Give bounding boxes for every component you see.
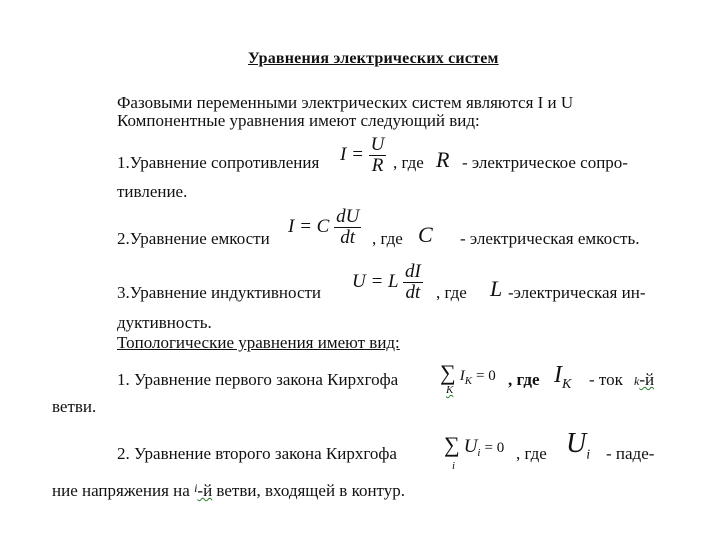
kirchhoff2-line-2-post: ветви, входящей в контур.	[212, 481, 406, 500]
kirchhoff1-line-2: ветви.	[52, 397, 97, 416]
kirchhoff1-symbol-sub: K	[562, 376, 572, 392]
kirchhoff1-sum-sign: ∑	[440, 360, 456, 385]
kirchhoff2-sum-index: i	[452, 460, 456, 472]
kirchhoff2-symbol	[566, 428, 590, 464]
capacitance-where: , где	[372, 229, 403, 248]
page-title: Уравнения электрических систем	[248, 50, 499, 67]
inductance-fraction	[403, 262, 423, 303]
inductance-formula-lhs: U = L	[352, 270, 399, 292]
resistance-denominator: R	[371, 155, 384, 176]
capacitance-numerator: dU	[336, 206, 360, 227]
capacitance-desc: - электрическая емкость.	[460, 229, 640, 248]
inductance-desc-2: дуктивность.	[117, 313, 212, 332]
resistance-label: 1.Уравнение сопротивления	[117, 153, 320, 172]
resistance-numerator: U	[370, 134, 385, 155]
capacitance-symbol: C	[418, 222, 433, 247]
kirchhoff1-var-sub: K	[464, 375, 473, 388]
kirchhoff2-where: , где	[516, 444, 547, 463]
resistance-desc-1: - электрическое сопро-	[462, 153, 628, 172]
resistance-formula-lhs: I =	[340, 143, 364, 165]
inductance-denominator: dt	[405, 282, 421, 303]
kirchhoff1-var: I	[459, 368, 465, 384]
kirchhoff2-i-suffix: -й	[197, 481, 213, 500]
kirchhoff1-label: 1. Уравнение первого закона Кирхгофа	[117, 370, 399, 389]
inductance-numerator: dI	[405, 261, 421, 282]
kirchhoff1-sum-index: K	[446, 384, 454, 396]
kirchhoff1-eq: = 0	[476, 368, 496, 384]
resistance-fraction	[369, 135, 387, 176]
kirchhoff2-symbol-sub: i	[586, 447, 591, 463]
capacitance-denominator: dt	[340, 227, 356, 248]
kirchhoff2-line-2	[52, 478, 405, 501]
kirchhoff2-var: U	[463, 436, 478, 457]
kirchhoff2-formula	[444, 434, 504, 459]
kirchhoff1-desc: - ток	[589, 370, 623, 389]
capacitance-fraction	[334, 207, 361, 248]
kirchhoff2-label: 2. Уравнение второго закона Кирхгофа	[117, 444, 397, 463]
intro-line-1: Фазовыми переменными электрических систем являются I и U	[117, 93, 574, 112]
inductance-desc-1: -электрическая ин-	[508, 283, 646, 302]
inductance-where: , где	[436, 283, 467, 302]
kirchhoff2-eq: = 0	[484, 440, 505, 456]
kirchhoff1-where: , где	[508, 370, 540, 389]
kirchhoff1-k-suffix: -й	[639, 370, 655, 389]
capacitance-formula-lhs: I = C	[288, 215, 330, 237]
kirchhoff2-desc: - паде-	[606, 444, 655, 463]
resistance-formula	[340, 135, 386, 176]
kirchhoff1-symbol-letter: I	[554, 362, 562, 388]
capacitance-formula	[288, 207, 361, 248]
kirchhoff2-symbol-letter: U	[566, 428, 587, 459]
intro-line-2: Компонентные уравнения имеют следующий вид:	[117, 111, 480, 130]
inductance-formula	[352, 262, 423, 303]
inductance-label: 3.Уравнение индуктивности	[117, 283, 322, 302]
kirchhoff2-line-2-pre: ние напряжения на	[52, 481, 190, 500]
resistance-desc-2: тивление.	[117, 182, 188, 201]
kirchhoff2-i-var: i	[194, 481, 198, 495]
kirchhoff1-symbol	[554, 362, 571, 393]
kirchhoff1-k-var: k	[634, 374, 640, 388]
topological-heading: Топологические уравнения имеют вид:	[117, 333, 400, 352]
inductance-symbol: L	[490, 276, 503, 301]
resistance-symbol: R	[436, 147, 450, 172]
kirchhoff1-k-index	[634, 370, 654, 390]
capacitance-label: 2.Уравнение емкости	[117, 229, 270, 248]
kirchhoff2-var-sub: i	[477, 447, 481, 460]
resistance-where: , где	[393, 153, 424, 172]
kirchhoff2-sum-sign: ∑	[444, 432, 460, 457]
